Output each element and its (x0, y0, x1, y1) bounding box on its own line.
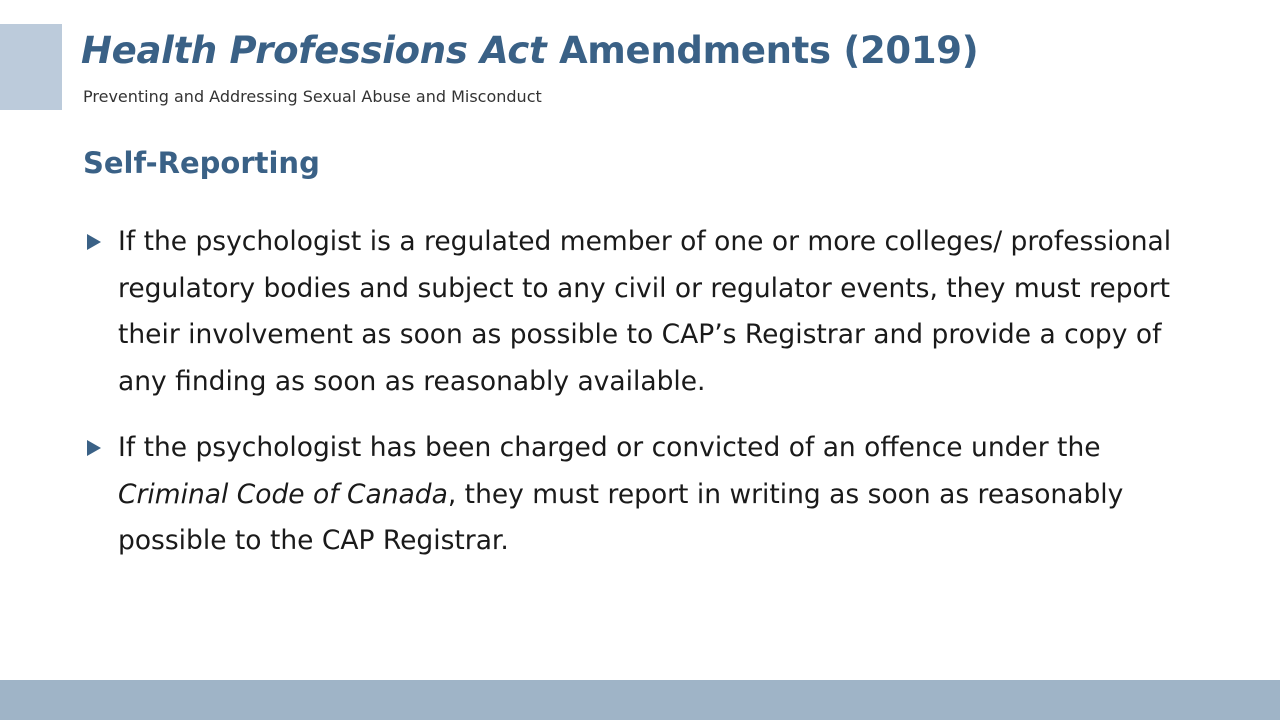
title-rest-part: Amendments (2019) (546, 29, 979, 72)
triangle-bullet-icon (87, 234, 101, 250)
footer-bar (0, 680, 1280, 720)
bullet-text-after: , they must report in writing as soon as reasonably possible to the CAP Registrar. (118, 478, 1124, 556)
corner-accent-block (0, 24, 62, 110)
bullet-text: If the psychologist is a regulated member of one or more colleges/ professional regulatory bodies and subject to any civil or regulator events, they must report their involvement as soon as possible to CAP’s Registrar and provide a copy of any finding as soon as reasonably available. (118, 226, 1172, 397)
bullet-text-before: If the psychologist has been charged or convicted of an offence under the (118, 432, 1101, 463)
criminal-code-italic: Criminal Code of Canada (118, 478, 448, 510)
bullet-item-criminal-charge (83, 425, 1213, 565)
slide-subtitle: Preventing and Addressing Sexual Abuse and Misconduct (83, 87, 542, 106)
slide-title (81, 29, 978, 72)
bullet-item-self-reporting-regulated (83, 219, 1213, 405)
bullet-list (83, 219, 1213, 585)
section-heading: Self-Reporting (83, 146, 320, 180)
title-italic-part: Health Professions Act (81, 29, 547, 72)
triangle-bullet-icon (87, 440, 101, 456)
